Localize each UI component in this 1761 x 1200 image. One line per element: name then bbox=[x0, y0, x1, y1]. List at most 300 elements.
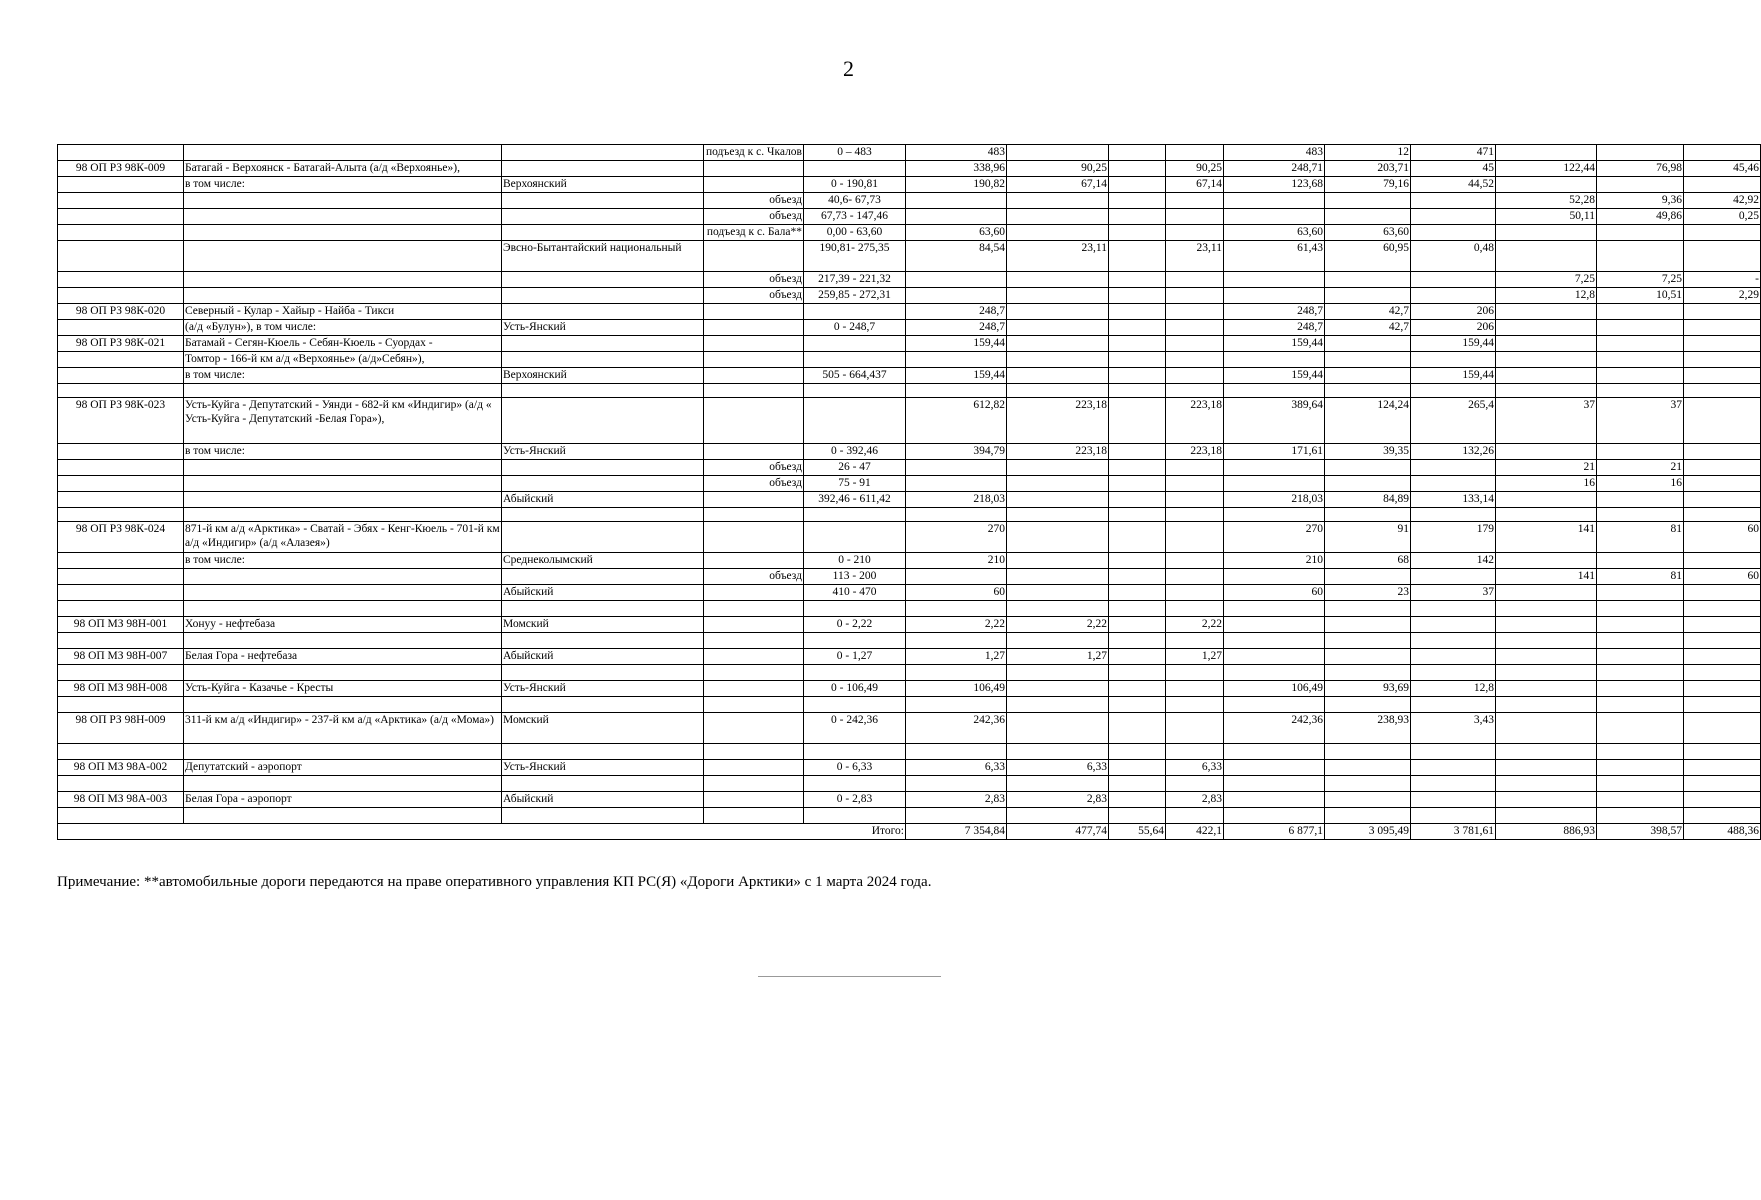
table-cell bbox=[1166, 585, 1224, 601]
table-cell: 210 bbox=[1224, 553, 1325, 569]
table-cell: 61,43 bbox=[1224, 241, 1325, 272]
table-cell bbox=[906, 744, 1007, 760]
table-cell bbox=[502, 476, 704, 492]
table-cell bbox=[58, 508, 184, 522]
table-cell bbox=[1684, 352, 1761, 368]
table-cell: 123,68 bbox=[1224, 177, 1325, 193]
table-cell: 124,24 bbox=[1325, 398, 1411, 444]
table-cell bbox=[804, 744, 906, 760]
spacer-row bbox=[58, 697, 1761, 713]
table-cell: 159,44 bbox=[1224, 368, 1325, 384]
table-row bbox=[58, 713, 1761, 744]
table-cell: 84,89 bbox=[1325, 492, 1411, 508]
total-value: 3 781,61 bbox=[1411, 824, 1496, 840]
table-cell bbox=[1597, 633, 1684, 649]
table-cell: Белая Гора - аэропорт bbox=[184, 792, 502, 808]
table-cell bbox=[804, 665, 906, 681]
table-cell: 259,85 - 272,31 bbox=[804, 288, 906, 304]
table-cell: 50,11 bbox=[1496, 209, 1597, 225]
table-cell: 0 - 2,22 bbox=[804, 617, 906, 633]
table-cell bbox=[704, 713, 804, 744]
table-cell: 248,7 bbox=[1224, 320, 1325, 336]
table-cell bbox=[1496, 776, 1597, 792]
table-cell bbox=[1597, 492, 1684, 508]
table-cell: в том числе: bbox=[184, 368, 502, 384]
table-cell bbox=[1597, 145, 1684, 161]
table-cell bbox=[1684, 697, 1761, 713]
table-cell: Абыйский bbox=[502, 492, 704, 508]
table-cell bbox=[1597, 697, 1684, 713]
table-cell: 84,54 bbox=[906, 241, 1007, 272]
table-cell bbox=[1224, 760, 1325, 776]
table-cell bbox=[1597, 792, 1684, 808]
table-cell bbox=[1325, 384, 1411, 398]
table-cell bbox=[58, 320, 184, 336]
table-cell bbox=[1109, 352, 1166, 368]
table-cell bbox=[184, 508, 502, 522]
table-cell bbox=[184, 460, 502, 476]
table-cell: 98 ОП МЗ 98А-003 bbox=[58, 792, 184, 808]
table-cell bbox=[1597, 649, 1684, 665]
table-cell: 60 bbox=[1224, 585, 1325, 601]
table-cell: 98 ОП МЗ 98Н-008 bbox=[58, 681, 184, 697]
table-cell: объезд bbox=[704, 476, 804, 492]
table-cell: 0 - 248,7 bbox=[804, 320, 906, 336]
table-cell bbox=[1411, 760, 1496, 776]
table-cell bbox=[1224, 744, 1325, 760]
table-cell bbox=[1224, 193, 1325, 209]
table-cell bbox=[1411, 460, 1496, 476]
table-row bbox=[58, 444, 1761, 460]
table-cell bbox=[1166, 508, 1224, 522]
table-cell bbox=[906, 569, 1007, 585]
table-cell: 141 bbox=[1496, 522, 1597, 553]
table-cell: 67,14 bbox=[1166, 177, 1224, 193]
table-cell bbox=[704, 681, 804, 697]
table-cell bbox=[804, 161, 906, 177]
table-cell bbox=[1109, 368, 1166, 384]
table-cell bbox=[1109, 760, 1166, 776]
table-cell bbox=[1325, 336, 1411, 352]
table-cell bbox=[184, 272, 502, 288]
table-cell bbox=[1411, 792, 1496, 808]
table-cell bbox=[1684, 460, 1761, 476]
table-cell bbox=[1224, 508, 1325, 522]
table-cell bbox=[1109, 384, 1166, 398]
spacer-row bbox=[58, 808, 1761, 824]
table-cell bbox=[704, 508, 804, 522]
table-cell bbox=[1496, 808, 1597, 824]
table-cell bbox=[1684, 241, 1761, 272]
table-cell: 39,35 bbox=[1325, 444, 1411, 460]
table-cell bbox=[1109, 241, 1166, 272]
table-cell bbox=[1007, 288, 1109, 304]
table-cell: 67,73 - 147,46 bbox=[804, 209, 906, 225]
table-cell bbox=[1109, 522, 1166, 553]
table-cell: Среднеколымский bbox=[502, 553, 704, 569]
table-cell: 98 ОП РЗ 98К-020 bbox=[58, 304, 184, 320]
table-cell: объезд bbox=[704, 209, 804, 225]
table-cell bbox=[1496, 368, 1597, 384]
table-cell bbox=[1109, 585, 1166, 601]
table-cell: 0,48 bbox=[1411, 241, 1496, 272]
table-cell: 12,8 bbox=[1496, 288, 1597, 304]
table-cell: 141 bbox=[1496, 569, 1597, 585]
table-cell bbox=[184, 209, 502, 225]
table-cell bbox=[906, 288, 1007, 304]
table-cell bbox=[502, 336, 704, 352]
table-cell bbox=[804, 304, 906, 320]
table-cell bbox=[1166, 384, 1224, 398]
table-cell bbox=[1411, 808, 1496, 824]
table-cell bbox=[1597, 713, 1684, 744]
table-cell bbox=[1224, 617, 1325, 633]
end-rule bbox=[758, 976, 941, 977]
table-cell bbox=[1007, 336, 1109, 352]
table-cell bbox=[704, 665, 804, 681]
table-cell: 0 - 210 bbox=[804, 553, 906, 569]
table-cell bbox=[502, 508, 704, 522]
table-cell bbox=[1166, 476, 1224, 492]
table-cell bbox=[704, 352, 804, 368]
table-cell bbox=[1109, 304, 1166, 320]
table-cell bbox=[1496, 241, 1597, 272]
table-cell bbox=[1109, 161, 1166, 177]
table-cell: 0,00 - 63,60 bbox=[804, 225, 906, 241]
table-cell bbox=[1166, 697, 1224, 713]
table-cell bbox=[1496, 225, 1597, 241]
table-cell bbox=[704, 161, 804, 177]
table-cell bbox=[1109, 665, 1166, 681]
table-cell bbox=[1109, 713, 1166, 744]
table-cell: 159,44 bbox=[906, 336, 1007, 352]
table-cell bbox=[1411, 352, 1496, 368]
table-cell bbox=[1684, 145, 1761, 161]
total-value: 488,36 bbox=[1684, 824, 1761, 840]
table-cell bbox=[1325, 808, 1411, 824]
table-cell: 2,22 bbox=[1007, 617, 1109, 633]
table-cell bbox=[1109, 697, 1166, 713]
table-cell: 203,71 bbox=[1325, 161, 1411, 177]
table-cell bbox=[1007, 665, 1109, 681]
table-cell bbox=[502, 304, 704, 320]
table-cell bbox=[1411, 209, 1496, 225]
table-cell bbox=[1007, 522, 1109, 553]
table-cell bbox=[804, 633, 906, 649]
table-cell bbox=[1597, 553, 1684, 569]
table-row bbox=[58, 209, 1761, 225]
table-cell bbox=[704, 585, 804, 601]
table-cell bbox=[704, 320, 804, 336]
table-cell bbox=[58, 633, 184, 649]
table-cell bbox=[1684, 649, 1761, 665]
table-cell bbox=[1684, 476, 1761, 492]
table-cell bbox=[906, 352, 1007, 368]
table-cell bbox=[1166, 601, 1224, 617]
table-cell: 98 ОП РЗ 98К-024 bbox=[58, 522, 184, 553]
table-cell bbox=[184, 241, 502, 272]
table-cell bbox=[1684, 585, 1761, 601]
table-cell: 0 – 483 bbox=[804, 145, 906, 161]
table-cell bbox=[1597, 225, 1684, 241]
table-cell bbox=[1325, 665, 1411, 681]
table-cell bbox=[58, 384, 184, 398]
spacer-row bbox=[58, 776, 1761, 792]
table-cell bbox=[1007, 384, 1109, 398]
table-cell bbox=[1411, 476, 1496, 492]
table-row bbox=[58, 476, 1761, 492]
table-cell bbox=[502, 522, 704, 553]
table-cell bbox=[1597, 241, 1684, 272]
table-cell bbox=[1684, 617, 1761, 633]
table-cell bbox=[704, 808, 804, 824]
table-cell bbox=[502, 460, 704, 476]
total-row bbox=[58, 824, 1761, 840]
table-row bbox=[58, 177, 1761, 193]
table-cell bbox=[1496, 384, 1597, 398]
spacer-row bbox=[58, 384, 1761, 398]
table-cell bbox=[1109, 792, 1166, 808]
table-cell bbox=[1597, 601, 1684, 617]
table-cell bbox=[184, 492, 502, 508]
table-cell bbox=[1224, 352, 1325, 368]
table-row bbox=[58, 553, 1761, 569]
table-cell bbox=[58, 601, 184, 617]
table-cell: 218,03 bbox=[1224, 492, 1325, 508]
table-cell bbox=[1496, 352, 1597, 368]
table-cell bbox=[1007, 368, 1109, 384]
table-cell bbox=[1684, 713, 1761, 744]
table-cell bbox=[1166, 492, 1224, 508]
table-cell bbox=[1496, 585, 1597, 601]
table-cell bbox=[704, 522, 804, 553]
table-cell bbox=[1109, 225, 1166, 241]
table-cell: 21 bbox=[1496, 460, 1597, 476]
table-cell: 265,4 bbox=[1411, 398, 1496, 444]
table-cell bbox=[1007, 320, 1109, 336]
table-cell bbox=[58, 697, 184, 713]
table-row bbox=[58, 352, 1761, 368]
table-cell bbox=[1411, 776, 1496, 792]
spacer-row bbox=[58, 508, 1761, 522]
table-cell: 133,14 bbox=[1411, 492, 1496, 508]
table-row bbox=[58, 336, 1761, 352]
table-cell bbox=[502, 665, 704, 681]
table-cell: 6,33 bbox=[906, 760, 1007, 776]
table-cell: 206 bbox=[1411, 320, 1496, 336]
table-cell bbox=[704, 492, 804, 508]
table-cell bbox=[1224, 665, 1325, 681]
table-cell bbox=[1325, 792, 1411, 808]
table-cell bbox=[704, 177, 804, 193]
table-cell: 113 - 200 bbox=[804, 569, 906, 585]
table-cell bbox=[1224, 808, 1325, 824]
table-cell: 0 - 190,81 bbox=[804, 177, 906, 193]
table-cell bbox=[704, 792, 804, 808]
table-cell bbox=[184, 633, 502, 649]
table-cell bbox=[1496, 553, 1597, 569]
table-cell: 10,51 bbox=[1597, 288, 1684, 304]
table-cell: Усть-Янский bbox=[502, 444, 704, 460]
table-row bbox=[58, 585, 1761, 601]
table-cell: 142 bbox=[1411, 553, 1496, 569]
table-row bbox=[58, 368, 1761, 384]
table-cell: 23,11 bbox=[1166, 241, 1224, 272]
table-cell bbox=[1325, 352, 1411, 368]
roads-table bbox=[57, 144, 1761, 840]
table-cell bbox=[1007, 601, 1109, 617]
table-cell: 122,44 bbox=[1496, 161, 1597, 177]
table-cell bbox=[906, 776, 1007, 792]
table-cell: Абыйский bbox=[502, 792, 704, 808]
table-cell: 159,44 bbox=[906, 368, 1007, 384]
table-row bbox=[58, 320, 1761, 336]
table-cell bbox=[1166, 808, 1224, 824]
table-cell bbox=[1109, 569, 1166, 585]
table-cell: 217,39 - 221,32 bbox=[804, 272, 906, 288]
table-cell bbox=[1496, 681, 1597, 697]
table-cell bbox=[1597, 368, 1684, 384]
table-cell bbox=[1166, 352, 1224, 368]
table-cell bbox=[58, 368, 184, 384]
table-cell bbox=[1325, 776, 1411, 792]
spacer-row bbox=[58, 665, 1761, 681]
table-cell: 81 bbox=[1597, 569, 1684, 585]
table-cell bbox=[1496, 649, 1597, 665]
table-cell bbox=[1166, 209, 1224, 225]
table-cell bbox=[1166, 272, 1224, 288]
table-cell bbox=[1109, 744, 1166, 760]
table-cell bbox=[1684, 776, 1761, 792]
table-row bbox=[58, 522, 1761, 553]
table-cell bbox=[58, 585, 184, 601]
table-cell bbox=[906, 808, 1007, 824]
table-cell bbox=[1007, 209, 1109, 225]
table-cell bbox=[906, 460, 1007, 476]
table-cell: 389,64 bbox=[1224, 398, 1325, 444]
total-value: 6 877,1 bbox=[1224, 824, 1325, 840]
table-cell bbox=[1166, 744, 1224, 760]
table-cell bbox=[1166, 320, 1224, 336]
table-cell: 1,27 bbox=[1007, 649, 1109, 665]
table-cell bbox=[906, 508, 1007, 522]
table-cell: 98 ОП РЗ 98К-023 bbox=[58, 398, 184, 444]
table-cell bbox=[1411, 569, 1496, 585]
table-cell bbox=[1496, 444, 1597, 460]
table-cell bbox=[1166, 713, 1224, 744]
table-cell: (а/д «Булун»), в том числе: bbox=[184, 320, 502, 336]
table-cell bbox=[1007, 585, 1109, 601]
table-cell: 75 - 91 bbox=[804, 476, 906, 492]
table-cell: 0,25 bbox=[1684, 209, 1761, 225]
table-cell: 98 ОП МЗ 98А-002 bbox=[58, 760, 184, 776]
table-row bbox=[58, 161, 1761, 177]
table-cell: 68 bbox=[1325, 553, 1411, 569]
table-cell: 223,18 bbox=[1007, 444, 1109, 460]
table-cell: 392,46 - 611,42 bbox=[804, 492, 906, 508]
table-cell: 248,7 bbox=[1224, 304, 1325, 320]
table-cell bbox=[804, 508, 906, 522]
table-cell bbox=[58, 665, 184, 681]
table-cell: 42,92 bbox=[1684, 193, 1761, 209]
table-cell bbox=[502, 145, 704, 161]
table-cell bbox=[804, 776, 906, 792]
table-cell bbox=[804, 398, 906, 444]
table-cell bbox=[704, 304, 804, 320]
table-cell bbox=[1325, 193, 1411, 209]
table-cell bbox=[1007, 304, 1109, 320]
table-cell bbox=[1109, 649, 1166, 665]
table-cell bbox=[704, 697, 804, 713]
table-cell bbox=[1166, 193, 1224, 209]
table-cell bbox=[1325, 209, 1411, 225]
table-cell bbox=[1007, 569, 1109, 585]
spacer-row bbox=[58, 633, 1761, 649]
table-cell bbox=[502, 633, 704, 649]
table-cell: 23 bbox=[1325, 585, 1411, 601]
table-cell bbox=[1411, 665, 1496, 681]
table-cell bbox=[184, 776, 502, 792]
table-cell bbox=[1597, 304, 1684, 320]
table-cell bbox=[1411, 649, 1496, 665]
table-cell bbox=[1597, 665, 1684, 681]
table-cell: Усть-Янский bbox=[502, 320, 704, 336]
table-cell: 12 bbox=[1325, 145, 1411, 161]
table-cell bbox=[1684, 492, 1761, 508]
table-cell: 1,27 bbox=[906, 649, 1007, 665]
table-cell bbox=[1224, 649, 1325, 665]
table-cell bbox=[906, 633, 1007, 649]
table-cell: Момский bbox=[502, 617, 704, 633]
table-cell: 45,46 bbox=[1684, 161, 1761, 177]
table-cell bbox=[804, 352, 906, 368]
table-row bbox=[58, 569, 1761, 585]
table-cell bbox=[804, 808, 906, 824]
table-cell bbox=[804, 601, 906, 617]
table-cell: 6,33 bbox=[1007, 760, 1109, 776]
table-cell bbox=[1684, 320, 1761, 336]
table-cell bbox=[1007, 776, 1109, 792]
table-cell: 21 bbox=[1597, 460, 1684, 476]
table-cell bbox=[502, 161, 704, 177]
table-cell bbox=[184, 384, 502, 398]
table-row bbox=[58, 681, 1761, 697]
table-cell bbox=[1007, 633, 1109, 649]
table-cell bbox=[1109, 633, 1166, 649]
table-cell: 483 bbox=[906, 145, 1007, 161]
table-cell: 98 ОП МЗ 98Н-001 bbox=[58, 617, 184, 633]
table-cell: 16 bbox=[1597, 476, 1684, 492]
table-cell: 45 bbox=[1411, 161, 1496, 177]
table-cell bbox=[1411, 508, 1496, 522]
table-cell: 0 - 2,83 bbox=[804, 792, 906, 808]
table-cell: 98 ОП РЗ 98К-009 bbox=[58, 161, 184, 177]
table-cell: 63,60 bbox=[1325, 225, 1411, 241]
table-cell bbox=[1496, 633, 1597, 649]
table-cell: 37 bbox=[1411, 585, 1496, 601]
table-cell: 248,7 bbox=[906, 320, 1007, 336]
table-cell: 505 - 664,437 bbox=[804, 368, 906, 384]
table-cell bbox=[1496, 792, 1597, 808]
table-cell bbox=[1411, 633, 1496, 649]
table-cell: 98 ОП МЗ 98Н-007 bbox=[58, 649, 184, 665]
table-cell bbox=[704, 744, 804, 760]
table-cell bbox=[1411, 225, 1496, 241]
table-cell: 98 ОП РЗ 98Н-009 bbox=[58, 713, 184, 744]
table-cell bbox=[502, 209, 704, 225]
table-cell bbox=[1166, 145, 1224, 161]
table-cell: 98 ОП РЗ 98К-021 bbox=[58, 336, 184, 352]
